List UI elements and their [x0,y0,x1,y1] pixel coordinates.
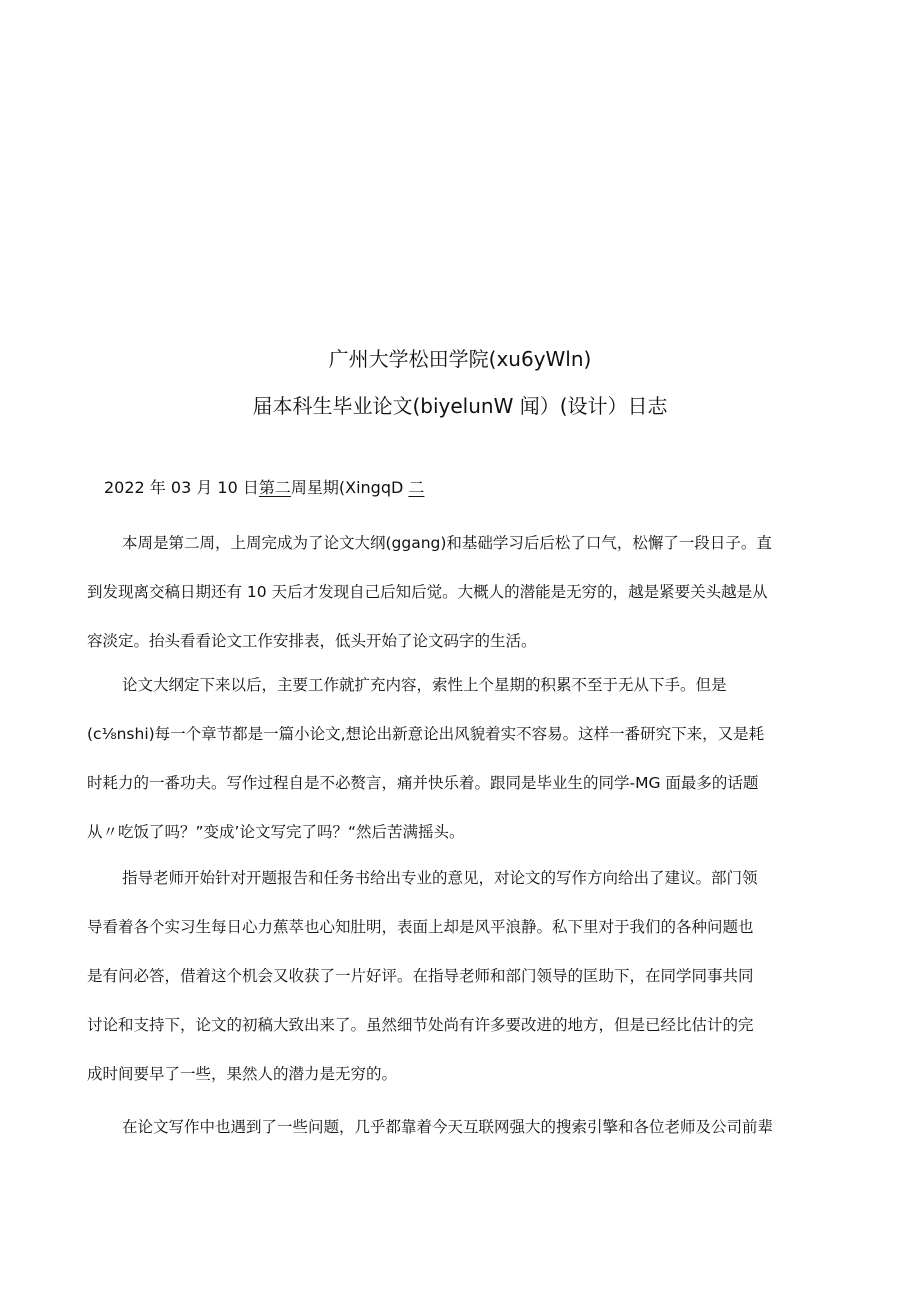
date-text: 2022 年 03 月 10 日 [104,478,259,497]
paragraph-line: (c⅛nshi)每一个章节都是一篇小论文,想论出新意论出风貌着实不容易。这样一番研究下来，又是耗 [87,725,765,743]
paragraph-line: 讨论和支持下，论文的初稿大致出来了。虽然细节处尚有许多要改进的地方，但是已经比估计的完 [87,1016,754,1034]
paragraph-line: 导看着各个实习生每日心力蕉萃也心知肚明，表面上却是风平浪静。私下里对于我们的各种问题也 [87,918,754,936]
paragraph-line: 本周是第二周，上周完成为了论文大纲(ggang)和基础学习后后松了口气，松懈了一段日子。直 [122,534,772,552]
week-number: 第二 [258,478,291,497]
document-title [0,344,920,421]
paragraph-2 [87,669,832,865]
paragraph-line: 是有问必答，借着这个机会又收获了一片好评。在指导老师和部门领导的匡助下，在同学同事共同 [87,967,754,985]
paragraph-line: 容淡定。抬头看看论文工作安排表，低头开始了论文码字的生活。 [87,632,537,650]
paragraph-line: 指导老师开始针对开题报告和任务书给出专业的意见，对论文的写作方向给出了建议。部门领 [122,869,758,887]
weekday-value: 二 [408,478,425,497]
title-line-university: 广州大学松田学院(xu6yWln) [328,347,592,371]
paragraph-line: 时耗力的一番功夫。写作过程自是不必赘言，痛并快乐着。跟同是毕业生的同学-MG 面最多的话题 [87,774,759,792]
paragraph-3 [87,862,832,1107]
title-line-log: 届本科生毕业论文(biyelunW 闻）(设计）日志 [252,394,668,418]
paragraph-1 [87,527,832,674]
date-line [104,476,424,500]
log-body [87,527,832,1160]
paragraph-4 [87,1111,832,1160]
paragraph-line: 在论文写作中也遇到了一些问题，几乎都靠着今天互联网强大的搜索引擎和各位老师及公司前辈 [122,1118,774,1136]
paragraph-line: 从〃吃饭了吗？”变成’论文写完了吗？“然后苦满摇头。 [87,823,465,841]
paragraph-line: 成时间要早了一些，果然人的潜力是无穷的。 [87,1065,398,1083]
paragraph-line: 论文大纲定下来以后，主要工作就扩充内容，索性上个星期的积累不至于无从下手。但是 [122,676,727,694]
paragraph-line: 到发现离交稿日期还有 10 天后才发现自己后知后觉。大概人的潜能是无穷的，越是紧要关头越是从 [87,583,768,601]
weekday-label: 周星期(XingqD [290,478,409,497]
